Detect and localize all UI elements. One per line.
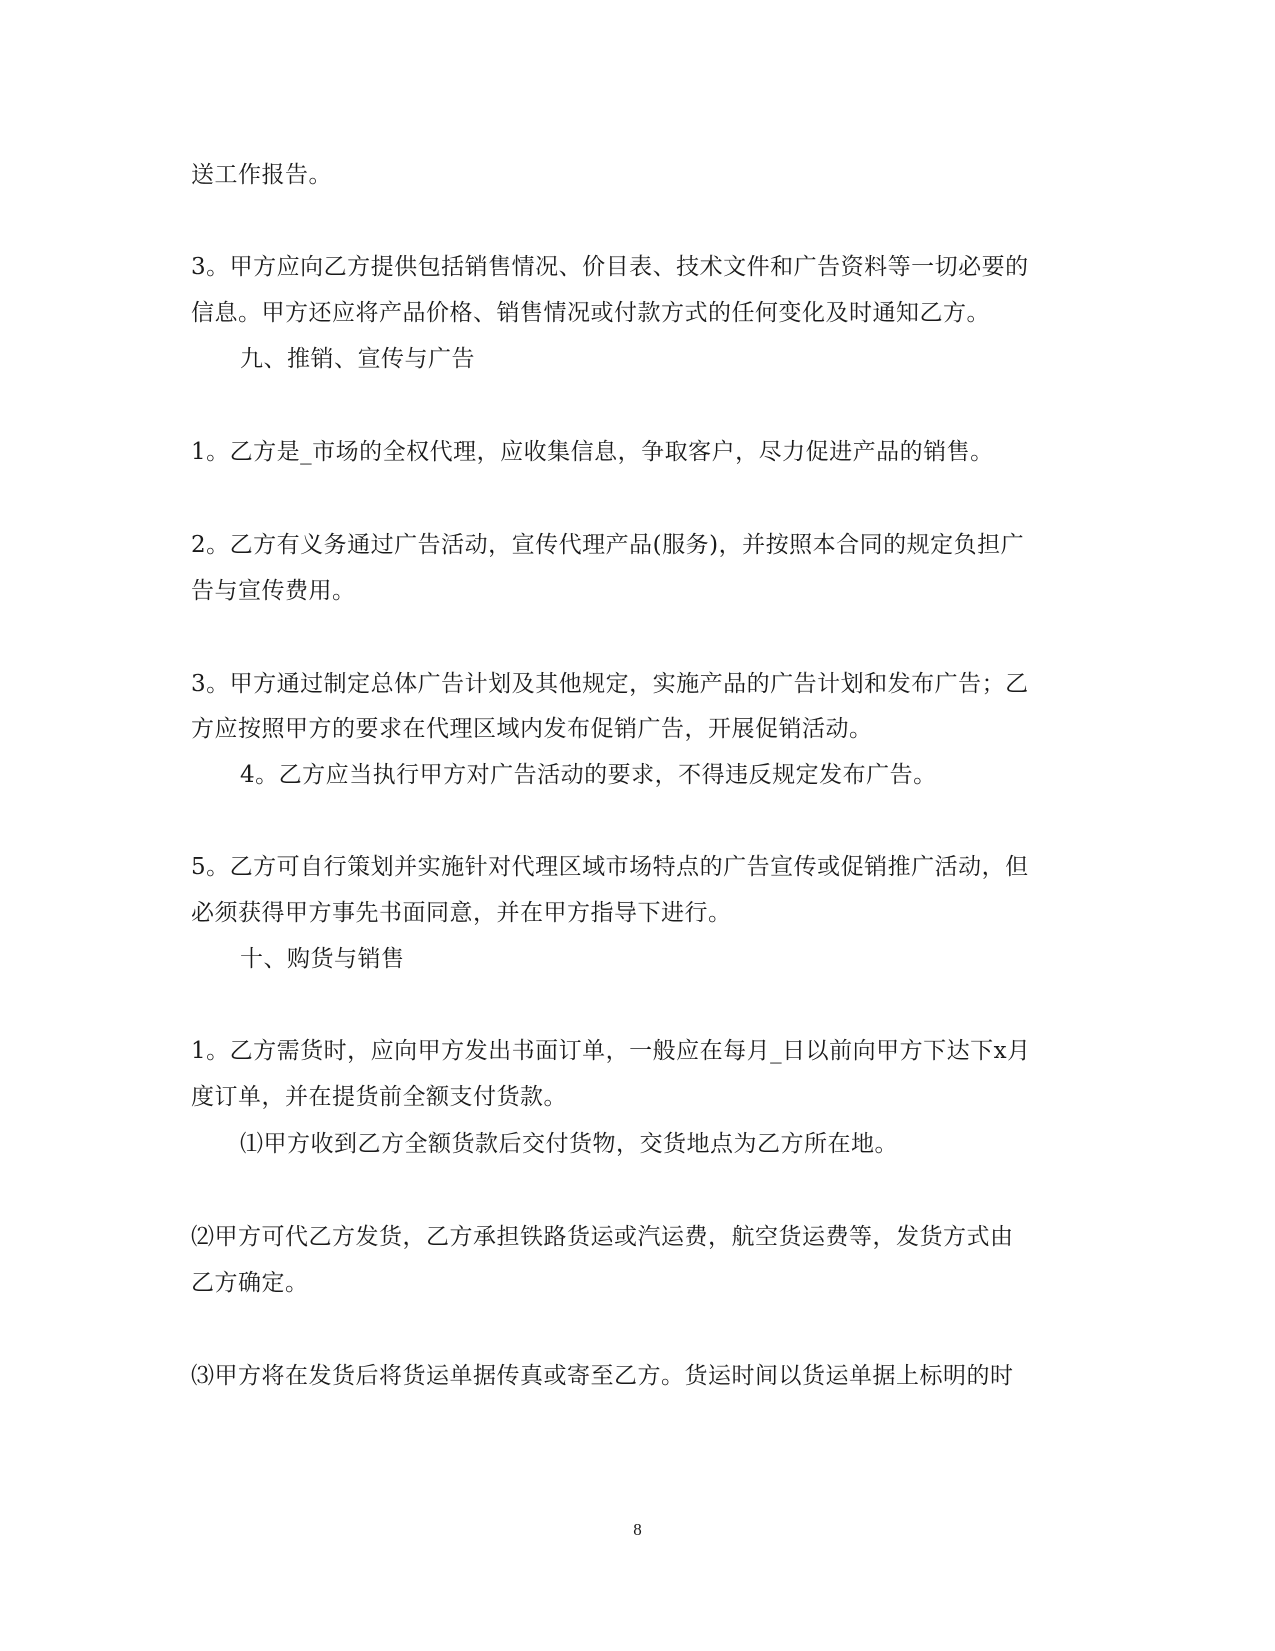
- text-line: 1。乙方需货时，应向甲方发出书面订单，一般应在每月_日以前向甲方下达下x月: [191, 1038, 1031, 1064]
- text-line: ⑵甲方可代乙方发货，乙方承担铁路货运或汽运费，航空货运费等，发货方式由: [191, 1224, 1014, 1250]
- section-heading: 十、购货与销售: [240, 946, 405, 972]
- text-line: 度订单，并在提货前全额支付货款。: [191, 1084, 567, 1110]
- text-line: 1。乙方是_市场的全权代理，应收集信息，争取客户，尽力促进产品的销售。: [191, 439, 994, 465]
- text-line: 乙方确定。: [191, 1270, 309, 1296]
- text-line: 方应按照甲方的要求在代理区域内发布促销广告，开展促销活动。: [191, 716, 873, 742]
- text-line: 信息。甲方还应将产品价格、销售情况或付款方式的任何变化及时通知乙方。: [191, 300, 990, 326]
- text-line: ⑶甲方将在发货后将货运单据传真或寄至乙方。货运时间以货运单据上标明的时: [191, 1363, 1014, 1389]
- text-line: 送工作报告。: [191, 162, 332, 188]
- page-number: 8: [633, 1520, 642, 1539]
- text-line: 4。乙方应当执行甲方对广告活动的要求，不得违反规定发布广告。: [240, 762, 937, 788]
- text-line: 3。甲方通过制定总体广告计划及其他规定，实施产品的广告计划和发布广告；乙: [191, 671, 1029, 697]
- text-line: 告与宣传费用。: [191, 578, 356, 604]
- text-line: ⑴甲方收到乙方全额货款后交付货物，交货地点为乙方所在地。: [240, 1131, 898, 1157]
- text-line: 5。乙方可自行策划并实施针对代理区域市场特点的广告宣传或促销推广活动，但: [191, 854, 1029, 880]
- text-line: 必须获得甲方事先书面同意，并在甲方指导下进行。: [191, 900, 732, 926]
- text-line: 3。甲方应向乙方提供包括销售情况、价目表、技术文件和广告资料等一切必要的: [191, 254, 1029, 280]
- section-heading: 九、推销、宣传与广告: [240, 346, 475, 372]
- text-line: 2。乙方有义务通过广告活动，宣传代理产品(服务)，并按照本合同的规定负担广: [191, 532, 1025, 558]
